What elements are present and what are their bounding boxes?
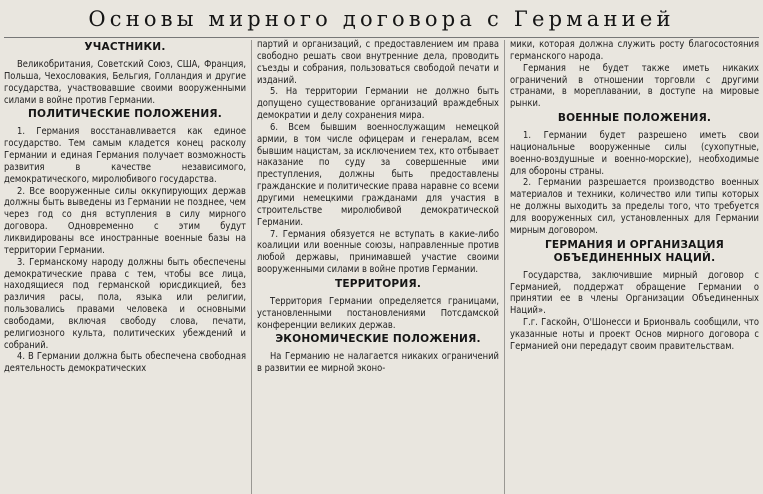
title-rule: [4, 37, 759, 38]
paragraph: 2. Германии разрешается производство военных материалов и техники, количество или типы которых не должны выходить за пределы того, что требуется для вооруженных сил, установленных для Германии мирным договором.: [510, 177, 759, 236]
section-heading: ГЕРМАНИЯ И ОРГАНИЗАЦИЯ ОБЪЕДИНЕННЫХ НАЦИЙ.: [544, 238, 725, 264]
column-2: [257, 39, 499, 494]
paragraph: Г.г. Гаскойн, О'Шонесси и Брионваль сообщили, что указанные ноты и проект Основ мирного договора с Германией они передадут своим правительствам.: [510, 317, 759, 352]
column-3: [510, 39, 759, 494]
paragraph: партий и организаций, с предоставлением им права свободно решать свои внутренние дела, проводить съезды и собрания, пользоваться свободой печати и изданий.: [257, 39, 499, 86]
paragraph: мики, которая должна служить росту благосостояния германского народа.: [510, 39, 759, 62]
column-divider-2: [504, 40, 505, 494]
section-heading: ПОЛИТИЧЕСКИЕ ПОЛОЖЕНИЯ.: [27, 108, 223, 121]
paragraph: Государства, заключившие мирный договор с Германией, поддержат обращение Германии о принятии ее в члены Организации Объединенных Наций».: [510, 269, 759, 317]
paragraph: Германия не будет также иметь никаких ограничений в отношении торговли с другими странами, в мореплавании, в доступе на мировые рынки.: [510, 62, 759, 110]
column-1: [4, 39, 246, 494]
paragraph: На Германию не налагается никаких ограничений в развитии ее мирной эконо-: [257, 351, 499, 375]
paragraph: 6. Всем бывшим военнослужащим немецкой армии, в том числе офицерам и генералам, всем бывшим нацистам, за исключением тех, кто отбывает наказание по суду за совершенные ими преступления, должны быть предоставлены гражданские и политические права наравне со всеми другими немецкими гражданами для участия в строительстве миролюбивой демократической Германии.: [257, 121, 499, 228]
article-title: Основы мирного договора с Германией: [88, 7, 675, 31]
column-divider-1: [251, 40, 252, 494]
paragraph: Великобритания, Советский Союз, США, Франция, Польша, Чехословакия, Бельгия, Голландия и другие государства, участвовавшие своими вооруженными силами в войне против Германии.: [4, 59, 246, 106]
paragraph: 2. Все вооруженные силы оккупирующих держав должны быть выведены из Германии не позднее, чем через год со дня вступления в силу мирного договора. Одновременно с этим будут ликвидированы все иностранные военные базы на территории Германии.: [4, 185, 246, 256]
paragraph: 7. Германия обязуется не вступать в какие-либо коалиции или военные союзы, направленные против любой державы, принимавшей участие своими вооруженными силами в войне против Германии.: [257, 228, 499, 276]
section-heading: ТЕРРИТОРИЯ.: [334, 277, 422, 290]
paragraph: 1. Германия восстанавливается как единое государство. Тем самым кладется конец расколу Германии и единая Германия получает возможность развития в качестве независимого, демократического, миролюбивого государства.: [4, 126, 246, 185]
section-heading: ЭКОНОМИЧЕСКИЕ ПОЛОЖЕНИЯ.: [275, 333, 481, 346]
paragraph: 3. Германскому народу должны быть обеспечены демократические права с тем, чтобы все лица, находящиеся под германской юрисдикцией, без различия расы, пола, языка или религии, пользовались правами человека и основными свободами, включая свободу слова, печати, религиозного культа, политических убеждений и собраний.: [4, 256, 246, 351]
paragraph: Территория Германии определяется границами, установленными постановлениями Потсдамской конференции великих держав.: [257, 295, 499, 331]
paragraph: 1. Германии будет разрешено иметь свои национальные вооруженные силы (сухопутные, военно-воздушные и военно-морские), необходимые для обороны страны.: [510, 130, 759, 177]
section-heading: УЧАСТНИКИ.: [84, 41, 166, 53]
paragraph: 5. На территории Германии не должно быть допущено существование организаций враждебных демократии и делу сохранения мира.: [257, 86, 499, 122]
section-heading: ВОЕННЫЕ ПОЛОЖЕНИЯ.: [557, 112, 712, 125]
paragraph: 4. В Германии должна быть обеспечена свободная деятельность демократических: [4, 351, 246, 375]
